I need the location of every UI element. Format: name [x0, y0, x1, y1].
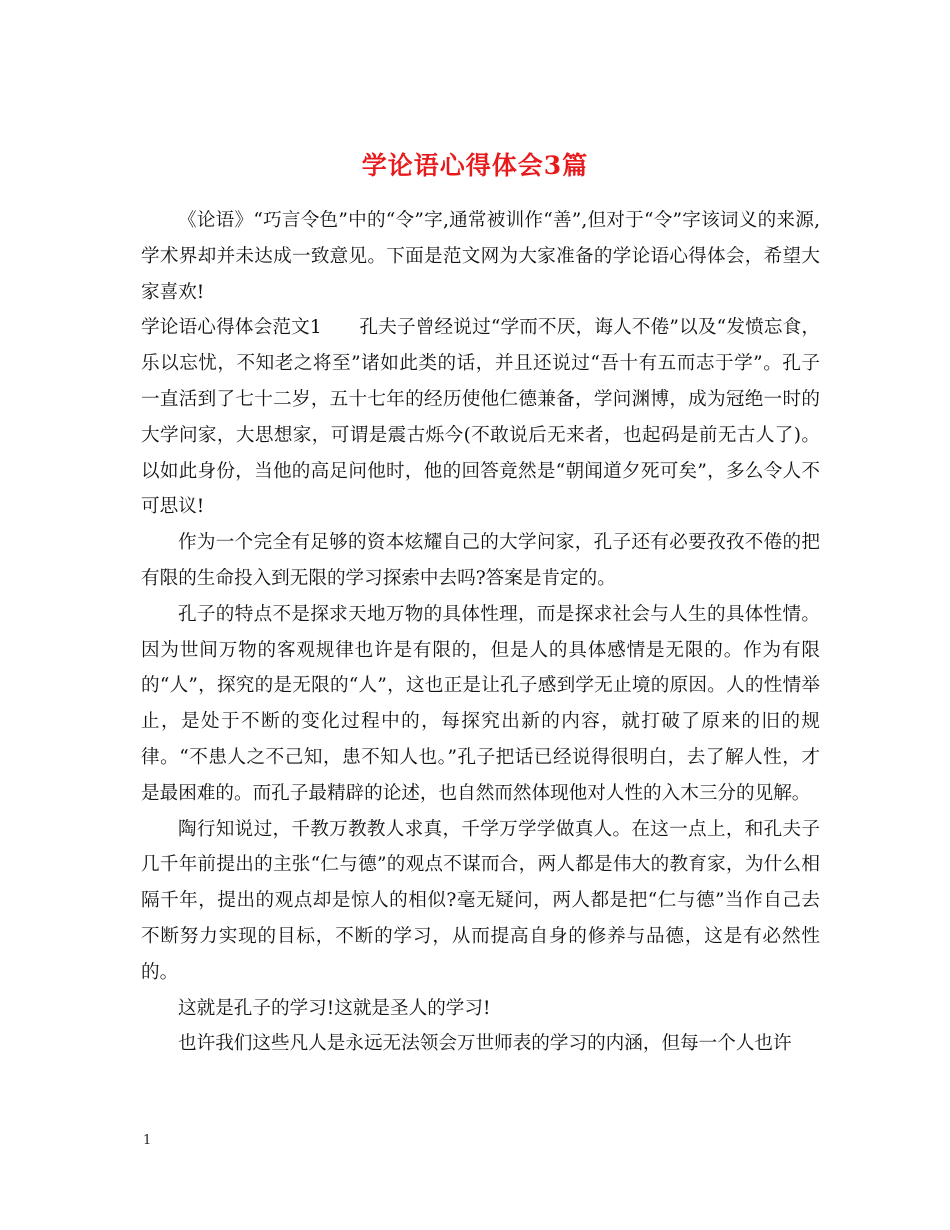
document-title: 学论语心得体会3篇 — [361, 150, 589, 180]
paragraph-human-nature: 孔子的特点不是探求天地万物的具体性理，而是探求社会与人生的具体性情。 因为世间万物的客观规律也许是有限的，但是人的具体感情是无限的。作为有限的“人”，探究的是无限的“人”，这也正是让孔子感到学无止境的原因。人的性情举止，是处于不断的变化过程中的，每探究出新的内容，就打破了原来的旧的规律。“不患人之不己知，患不知人也。”孔子把话已经说得很明白，去了解人性，才是最困难的。而孔子最精辟的论述，也自然而然体现他对人性的入木三分的见解。 — [141, 603, 820, 804]
document-body — [141, 203, 820, 1062]
paragraph-sage-learning: 这就是孔子的学习!这就是圣人的学习! — [178, 997, 491, 1019]
paragraph-ordinary-people: 也许我们这些凡人是永远无法领会万世师表的学习的内涵，但每一个人也许 — [178, 1033, 792, 1055]
page-number: 1 — [143, 1133, 152, 1148]
paragraph-intro: 《论语》“巧言令色”中的“令”字,通常被训作“善”,但对于“令”字该词义的来源,学术界却并未达成一致意见。下面是范文网为大家准备的学论语心得体会，希望大家喜欢! — [141, 210, 820, 303]
paragraph-essay-1: 学论语心得体会范文1 孔夫子曾经说过“学而不厌，诲人不倦”以及“发愤忘食，乐以忘忧，不知老之将至”诸如此类的话，并且还说过“吾十有五而志于学”。孔子一直活到了七十二岁，五十七年的经历使他仁德兼备，学问渊博，成为冠绝一时的大学问家，大思想家，可谓是震古烁今(不敢说后无来者，也起码是前无古人了)。以如此身份，当他的高足问他时，他的回答竟然是“朝闻道夕死可矣”，多么令人不可思议! — [141, 317, 820, 518]
paragraph-tao-xingzhi: 陶行知说过，千教万教教人求真，千学万学学做真人。在这一点上，和孔夫子几千年前提出的主张“仁与德”的观点不谋而合，两人都是伟大的教育家，为什么相隔千年，提出的观点却是惊人的相似?毫无疑问，两人都是把“仁与德”当作自己去不断努力实现的目标，不断的学习，从而提高自身的修养与品德，这是有必然性的。 — [141, 818, 820, 983]
paragraph-lifelong-learning: 作为一个完全有足够的资本炫耀自己的大学问家，孔子还有必要孜孜不倦的把有限的生命投入到无限的学习探索中去吗?答案是肯定的。 — [141, 532, 820, 589]
